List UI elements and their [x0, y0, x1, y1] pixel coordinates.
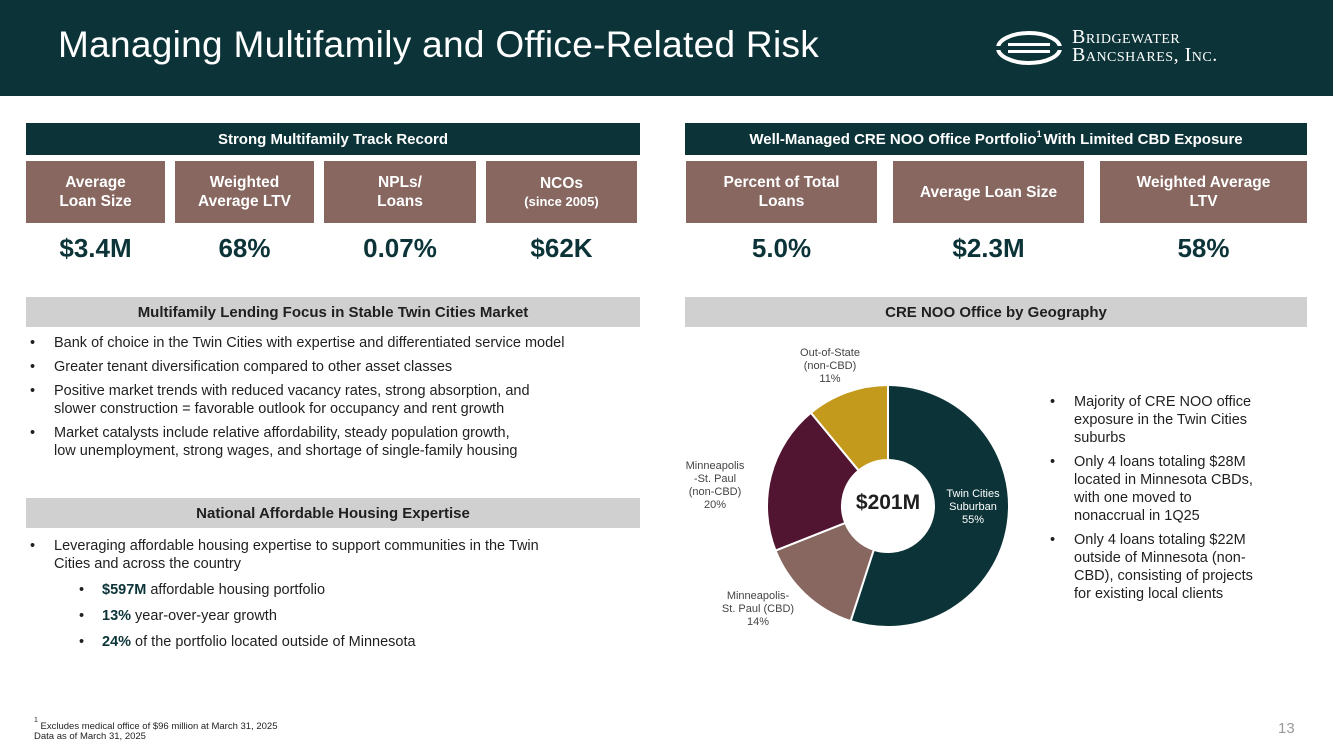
bullet-text: low unemployment, strong wages, and shortage of single-family housing: [54, 443, 518, 459]
title-bar: [0, 0, 1333, 96]
bullet-text: for existing local clients: [1074, 586, 1224, 602]
stat-sublabel: (since 2005): [524, 194, 599, 209]
bullet-text: with one moved to: [1074, 490, 1192, 506]
list-item: [26, 537, 666, 573]
bullet-text: nonaccrual in 1Q25: [1074, 508, 1200, 524]
bullet-text: • Leveraging affordable housing expertise to support communities in the Twin: [54, 538, 539, 554]
section-header-text: Strong Multifamily Track Record: [217, 130, 449, 148]
stat-label: LTV: [1189, 193, 1218, 210]
stat-box-weighted-avg-ltv: [175, 161, 314, 223]
section-header-text: Multifamily Lending Focus in Stable Twin Cities Market: [137, 303, 529, 321]
stat-label: Loans: [758, 193, 805, 210]
stat-value-office-weighted-ltv: 58%: [1177, 233, 1230, 263]
stat-box-avg-loan-size: [26, 161, 165, 223]
list-item: [26, 424, 666, 460]
footnote-marker: 1: [1036, 129, 1042, 139]
slice-label-line: (non-CBD): [688, 486, 742, 498]
slice-label-value: 20%: [703, 499, 727, 511]
slice-label-msp-non-cbd: [674, 460, 756, 512]
stat-box-ncos: [486, 161, 637, 223]
stat-label: Percent of Total: [723, 174, 840, 191]
stat-label: Loans: [377, 193, 423, 210]
stat-value-ncos: $62K: [530, 233, 593, 263]
bullet-text: CBD), consisting of projects: [1074, 568, 1253, 584]
stat-label: Average LTV: [197, 193, 292, 210]
footnote-data-date: Data as of March 31, 2025: [34, 731, 146, 742]
bullet-text: • Bank of choice in the Twin Cities with expertise and differentiated service model: [54, 335, 565, 351]
slice-label-twin-cities-suburban: [936, 488, 1010, 527]
stat-value-avg-loan-size: $3.4M: [59, 233, 132, 263]
bullet-text: suburbs: [1074, 430, 1126, 446]
slice-label-out-of-state: [780, 347, 880, 386]
list-item: [1046, 531, 1306, 603]
bullet-text: • Only 4 loans totaling $22M: [1074, 532, 1246, 548]
highlight-value: 24%: [102, 634, 132, 650]
list-item: [26, 334, 666, 352]
bullet-text: • Greater tenant diversification compared to other asset classes: [54, 359, 453, 375]
donut-center-total: $201M: [855, 491, 921, 514]
list-item: [1046, 453, 1306, 525]
logo-line-1: Bridgewater: [1072, 26, 1181, 48]
bullet-text: exposure in the Twin Cities: [1074, 412, 1248, 428]
list-item: [26, 358, 666, 376]
multifamily-bullet-list: [26, 334, 666, 460]
affordable-housing-header: [26, 498, 640, 528]
slice-label-line: Minneapolis-: [726, 590, 790, 602]
bullet-text: • Positive market trends with reduced vacancy rates, strong absorption, and: [54, 383, 530, 399]
slice-label-line: Out-of-State: [800, 347, 860, 359]
stat-box-npls-loans: [324, 161, 476, 223]
logo-emblem-icon: [994, 28, 1064, 68]
bullet-text: • Only 4 loans totaling $28M: [1074, 454, 1246, 470]
slice-label-value: 55%: [961, 514, 985, 526]
slice-label-msp-cbd: [706, 590, 810, 629]
footnote-marker: 1: [34, 717, 38, 724]
stat-value-weighted-avg-ltv: 68%: [218, 233, 271, 263]
stat-label: Average Loan Size: [919, 183, 1058, 201]
list-item: [76, 633, 576, 659]
bullet-text: of the portfolio located outside of Minnesota: [131, 634, 416, 650]
stat-box-office-avg-loan-size: [893, 161, 1084, 223]
multifamily-track-record-header: [26, 123, 640, 155]
stat-box-office-weighted-ltv: [1100, 161, 1307, 223]
geography-header: [685, 297, 1307, 327]
list-item: [26, 382, 666, 418]
bullet-text: located in Minnesota CBDs,: [1074, 472, 1253, 488]
page-number: 13: [1278, 720, 1295, 737]
multifamily-focus-header: [26, 297, 640, 327]
section-header-text: Well-Managed CRE NOO Office Portfolio: [749, 130, 1037, 148]
stat-label: Average: [65, 174, 126, 191]
stat-label: Weighted Average: [1136, 174, 1271, 191]
bullet-text: year-over-year growth: [131, 608, 277, 624]
footnote-text: Excludes medical office of $96 million at March 31, 2025: [40, 721, 278, 733]
slice-label-line: Suburban: [949, 501, 997, 513]
bullet-text: • Majority of CRE NOO office: [1074, 394, 1252, 410]
list-item: [76, 581, 576, 607]
list-item: [1046, 393, 1306, 447]
list-item: [76, 607, 576, 633]
highlight-value: $597M: [102, 582, 147, 598]
section-header-text: CRE NOO Office by Geography: [885, 303, 1107, 321]
affordable-sub-bullet-list: [76, 581, 576, 659]
slice-label-value: 11%: [819, 373, 841, 385]
stat-label: NPLs/: [378, 174, 422, 191]
slice-label-line: (non-CBD): [803, 360, 857, 372]
section-header-text: National Affordable Housing Expertise: [196, 504, 470, 522]
stat-label: NCOs: [539, 175, 584, 192]
stat-value-percent-total-loans: 5.0%: [751, 233, 812, 263]
slice-label-line: Minneapolis: [685, 460, 745, 472]
slice-label-line: -St. Paul: [693, 473, 737, 485]
page-title: Managing Multifamily and Office-Related Risk: [58, 24, 820, 65]
company-logo: [994, 26, 1274, 70]
affordable-bullet-list: [26, 537, 666, 573]
bullet-text: affordable housing portfolio: [146, 582, 326, 598]
stat-box-percent-total-loans: [686, 161, 877, 223]
bullet-text: Cities and across the country: [54, 556, 241, 572]
logo-line-2: Bancshares, Inc.: [1072, 44, 1218, 66]
bullet-text: slower construction = favorable outlook for occupancy and rent growth: [54, 401, 505, 417]
geography-bullet-list: [1046, 393, 1306, 603]
bullet-text: • Market catalysts include relative affordability, steady population growth,: [54, 425, 510, 441]
highlight-value: 13%: [102, 608, 132, 624]
slice-label-line: St. Paul (CBD): [721, 603, 795, 615]
slice-label-line: Twin Cities: [946, 488, 1000, 500]
slice-label-value: 14%: [746, 616, 770, 628]
bullet-text: outside of Minnesota (non-: [1074, 550, 1246, 566]
stat-label: Loan Size: [59, 193, 132, 210]
stat-value-office-avg-loan-size: $2.3M: [952, 233, 1025, 263]
stat-value-npls-loans: 0.07%: [363, 233, 437, 263]
office-portfolio-header: [685, 123, 1307, 155]
stat-label: Weighted: [209, 174, 280, 191]
section-header-suffix: With Limited CBD Exposure: [1043, 130, 1243, 148]
